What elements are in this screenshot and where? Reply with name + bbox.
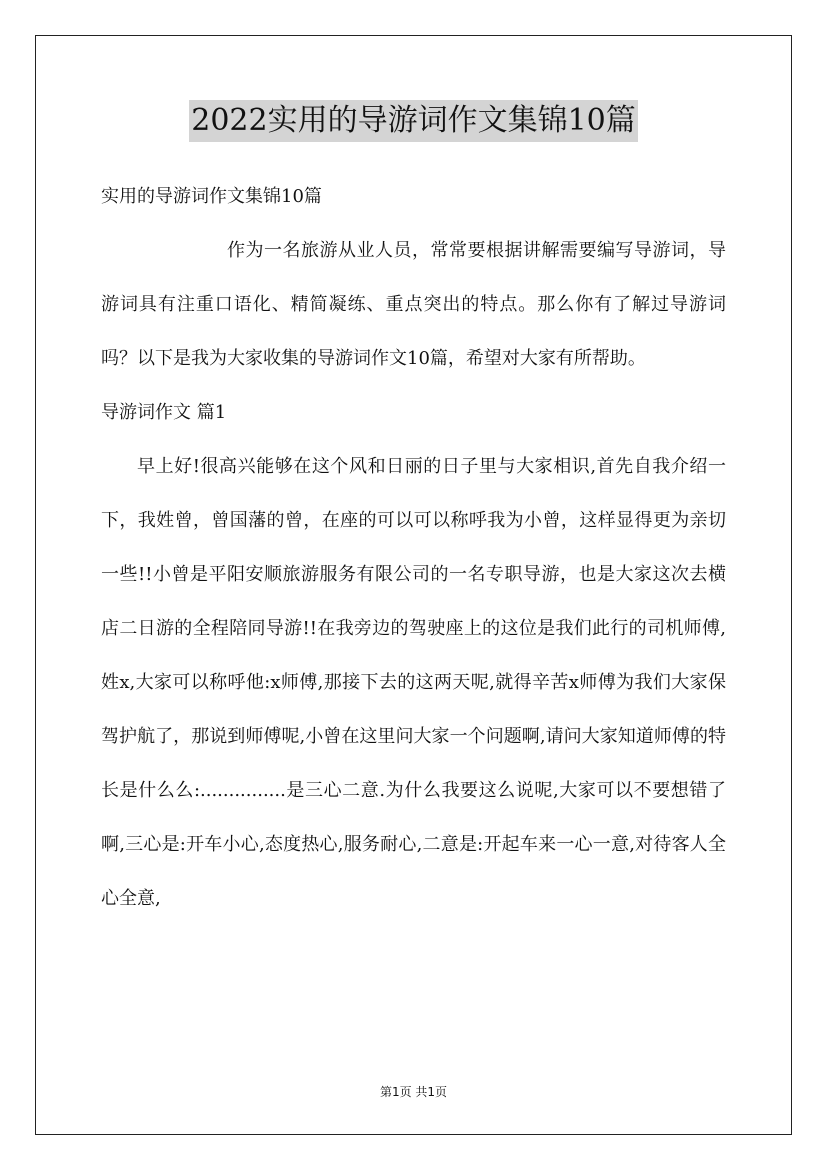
document-subtitle: 实用的导游词作文集锦10篇 bbox=[101, 186, 322, 207]
intro-paragraph: 作为一名旅游从业人员，常常要根据讲解需要编写导游词，导游词具有注重口语化、精简凝练、重点突出的特点。那么你有了解过导游词吗？以下是我为大家收集的导游词作文10篇，希望对大家有所帮助。 bbox=[101, 240, 726, 369]
section-heading: 导游词作文 篇1 bbox=[101, 402, 227, 423]
document-content bbox=[101, 170, 726, 926]
document-title: 2022实用的导游词作文集锦10篇 bbox=[189, 100, 638, 142]
page-footer: 第1页 共1页 bbox=[379, 1085, 448, 1099]
body-paragraph: 早上好!很高兴能够在这个风和日丽的日子里与大家相识,首先自我介绍一下，我姓曾，曾国藩的曾，在座的可以可以称呼我为小曾，这样显得更为亲切一些!!小曾是平阳安顺旅游服务有限公司的一名专职导游，也是大家这次去横店二日游的全程陪同导游!!在我旁边的驾驶座上的这位是我们此行的司机师傅,姓x,大家可以称呼他:x师傅,那接下去的这两天呢,就得辛苦x师傅为我们大家保驾护航了，那说到师傅呢,小曾在这里问大家一个问题啊,请问大家知道师傅的特长是什么么:...............是三心二意.为什么我要这么说呢,大家可以不要想错了啊,三心是:开车小心,态度热心,服务耐心,二意是:开起车来一心一意,对待客人全心全意, bbox=[101, 456, 726, 909]
title-container bbox=[0, 100, 827, 142]
